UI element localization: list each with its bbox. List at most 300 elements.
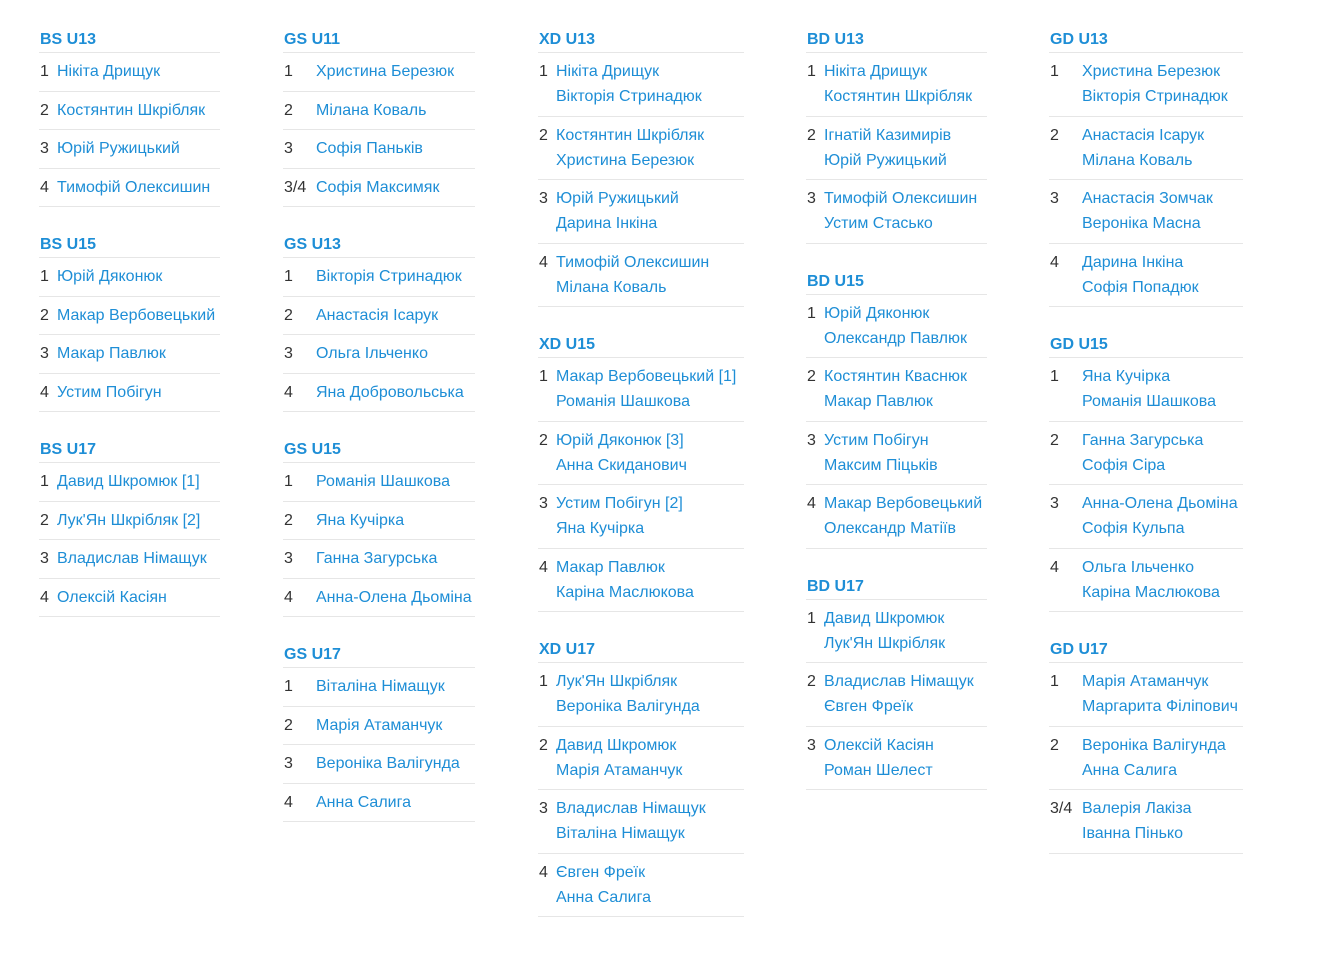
player-link[interactable]: Лук'Ян Шкрібляк [824,634,946,652]
player-link[interactable]: Маргарита Філіпович [1082,698,1238,715]
result-row [283,258,475,297]
result-row [39,169,220,208]
placement-rank: 1 [1050,368,1059,385]
placement-rank: 1 [284,268,293,285]
event-group-xd-u17 [538,638,744,917]
player-link[interactable]: Христина Березюк [556,151,695,169]
player-link[interactable]: Вікторія Стринадюк [556,88,702,105]
event-group-gs-u17 [283,643,475,822]
result-row [39,335,220,374]
result-row [806,422,987,486]
player-link[interactable]: Дарина Інкіна [556,215,658,232]
result-row [806,600,987,664]
result-row [283,297,475,336]
event-group-gd-u13 [1049,28,1243,307]
result-row [39,53,220,92]
result-row [538,727,744,791]
player-link[interactable]: Юрій Ружицький [57,140,180,157]
player-link[interactable]: Владислав Німащук [824,673,974,690]
player-link[interactable]: Романія Шашкова [1082,393,1216,410]
result-row [283,92,475,131]
event-title: GD U17 [1049,638,1243,663]
player-link[interactable]: Лук'Ян Шкрібляк [556,673,678,690]
player-link[interactable]: Юрій Дяконюк [3] [556,431,684,449]
placement-rank: 1 [40,268,49,285]
player-link[interactable]: Юрій Ружицький [824,151,947,169]
player-link[interactable]: Іванна Пінько [1082,825,1183,842]
player-names [1082,796,1192,846]
result-row [806,358,987,422]
placement-rank: 3 [1050,190,1059,207]
results-list [538,358,744,612]
result-row [806,485,987,549]
placement-rank: 3/4 [1050,800,1073,817]
event-group-xd-u13 [538,28,744,307]
player-names [1082,428,1203,478]
player-link[interactable]: Вероніка Валігунда [316,755,460,772]
event-group-bd-u17 [806,575,987,791]
event-title: BS U17 [39,438,220,463]
results-list [538,53,744,307]
player-names [57,585,167,610]
event-group-gs-u13 [283,233,475,412]
player-names [57,508,200,533]
player-names [556,796,706,846]
result-row [538,422,744,486]
player-link[interactable]: Юрій Дяконюк [824,304,930,322]
player-link[interactable]: Ганна Загурська [1082,431,1204,449]
event-title: BS U15 [39,233,220,258]
player-names [824,186,977,236]
results-list [39,258,220,412]
result-row [806,295,987,359]
player-link[interactable]: Віталіна Німащук [316,678,445,695]
player-link[interactable]: Роман Шелест [824,761,933,779]
placement-rank: 3 [807,736,816,754]
placement-rank: 4 [1050,558,1059,576]
placement-rank: 2 [284,716,293,734]
results-list [283,258,475,412]
event-group-bs-u13 [39,28,220,207]
event-title: BD U13 [806,28,987,53]
player-link[interactable]: Устим Побігун [824,431,929,449]
placement-rank: 1 [284,678,293,695]
player-names [824,123,951,173]
player-link[interactable]: Анастасія Ісарук [1082,126,1205,144]
player-link[interactable]: Романія Шашкова [316,473,450,490]
placement-rank: 1 [1050,63,1059,80]
player-link[interactable]: Анна-Олена Дьоміна [1082,495,1238,512]
result-row [283,579,475,618]
player-names [556,428,687,478]
results-list [806,295,987,549]
player-names [556,59,702,109]
player-link[interactable]: Олексій Касіян [57,588,167,606]
placement-rank: 4 [284,588,293,606]
player-link[interactable]: Устим Побігун [57,383,162,401]
player-link[interactable]: Лук'Ян Шкрібляк [2] [57,511,201,529]
player-names [1082,555,1220,605]
results-list [39,53,220,207]
result-row [538,53,744,117]
player-link[interactable]: Ігнатій Казимирів [824,126,952,144]
player-link[interactable]: Юрій Ружицький [556,190,679,207]
results-column [283,28,475,848]
result-row [806,53,987,117]
placement-rank: 3 [40,140,49,157]
player-link[interactable]: Софія Сіра [1082,456,1166,474]
player-names [824,301,967,351]
result-row [39,297,220,336]
player-link[interactable]: Макар Вербовецький [824,495,983,512]
player-link[interactable]: Юрій Дяконюк [57,268,163,285]
player-link[interactable]: Вікторія Стринадюк [316,268,462,285]
player-names [316,674,445,699]
placement-rank: 2 [807,126,816,144]
player-link[interactable]: Марія Атаманчук [1082,673,1209,690]
player-link[interactable]: Нікіта Дрищук [57,63,161,80]
event-title: GD U15 [1049,333,1243,358]
event-title: BS U13 [39,28,220,53]
result-row [538,485,744,549]
player-names [556,669,700,719]
results-list [1049,53,1243,307]
player-link[interactable]: Мілана Коваль [1082,151,1193,169]
placement-rank: 2 [40,306,49,324]
result-row [538,117,744,181]
results-column [806,28,987,816]
placement-rank: 1 [539,673,548,690]
event-title: GS U13 [283,233,475,258]
player-link[interactable]: Марія Атаманчук [316,716,443,734]
placement-rank: 3 [807,431,816,449]
placement-rank: 1 [284,473,293,490]
player-names [57,98,205,123]
event-title: BD U17 [806,575,987,600]
event-title: XD U15 [538,333,744,358]
result-row [538,244,744,308]
player-names [57,136,180,161]
player-names [824,59,972,109]
results-list [39,463,220,617]
result-row [1049,180,1243,244]
player-names [57,175,210,200]
result-row [1049,358,1243,422]
player-names [316,303,438,328]
result-row [283,335,475,374]
player-link[interactable]: Анна Салига [1082,761,1177,779]
player-names [556,555,694,605]
results-list [1049,663,1243,854]
player-link[interactable]: Яна Кучірка [1082,368,1171,385]
results-list [1049,358,1243,612]
player-link[interactable]: Софія Кульпа [1082,520,1185,537]
player-link[interactable]: Валерія Лакіза [1082,800,1192,817]
placement-rank: 2 [1050,431,1059,449]
placement-rank: 3 [1050,495,1059,512]
result-row [1049,244,1243,308]
result-row [283,169,475,208]
placement-rank: 3 [539,495,548,512]
player-link[interactable]: Анна Салига [556,888,651,906]
player-names [316,264,462,289]
placement-rank: 4 [40,178,49,196]
player-link[interactable]: Віталіна Німащук [556,825,685,842]
placement-rank: 3 [807,190,816,207]
result-row [283,707,475,746]
player-names [556,364,736,414]
player-link[interactable]: Давид Шкромюк [556,736,677,754]
event-group-gs-u11 [283,28,475,207]
player-link[interactable]: Тимофій Олексишин [57,178,211,196]
player-link[interactable]: Владислав Німащук [556,800,706,817]
result-row [1049,663,1243,727]
results-list [283,53,475,207]
result-row [39,374,220,413]
result-row [1049,117,1243,181]
player-names [57,264,162,289]
player-names [316,380,464,405]
player-link[interactable]: Максим Піцьків [824,456,938,474]
player-link[interactable]: Христина Березюк [316,63,455,80]
placement-rank: 2 [807,673,816,690]
event-group-xd-u15 [538,333,744,612]
placement-rank: 2 [284,511,293,529]
placement-rank: 3 [284,140,293,157]
result-row [538,358,744,422]
player-link[interactable]: Олександр Павлюк [824,329,967,347]
player-link[interactable]: Нікіта Дрищук [556,63,660,80]
result-row [806,727,987,791]
player-link[interactable]: Євген Фреїк [556,863,646,881]
player-link[interactable]: Мілана Коваль [556,278,667,296]
event-group-bd-u13 [806,28,987,244]
placement-rank: 4 [539,863,548,881]
player-names [57,341,166,366]
result-row [1049,422,1243,486]
player-names [1082,250,1199,300]
result-row [283,784,475,823]
event-group-bs-u17 [39,438,220,617]
player-names [57,469,200,494]
player-link[interactable]: Яна Кучірка [556,520,645,537]
player-link[interactable]: Олександр Матіїв [824,520,956,537]
placement-rank: 4 [539,253,548,271]
player-link[interactable]: Яна Добровольська [316,383,464,401]
placement-rank: 3/4 [284,178,307,196]
placement-rank: 3 [284,755,293,772]
player-names [316,713,442,738]
results-list [806,53,987,244]
result-row [538,854,744,918]
player-link[interactable]: Христина Березюк [1082,63,1221,80]
event-title: GS U17 [283,643,475,668]
player-names [1082,59,1228,109]
player-link[interactable]: Дарина Інкіна [1082,253,1184,271]
placement-rank: 4 [1050,253,1059,271]
player-names [824,364,967,414]
placement-rank: 4 [40,383,49,401]
event-title: XD U13 [538,28,744,53]
placement-rank: 1 [807,304,816,322]
player-link[interactable]: Яна Кучірка [316,511,405,529]
player-names [1082,364,1216,414]
player-link[interactable]: Тимофій Олексишин [824,190,978,207]
placement-rank: 2 [1050,126,1059,144]
result-row [1049,549,1243,613]
result-row [283,668,475,707]
result-row [283,540,475,579]
player-names [316,508,404,533]
result-row [1049,485,1243,549]
player-link[interactable]: Ганна Загурська [316,550,438,567]
event-group-bs-u15 [39,233,220,412]
player-link[interactable]: Макар Павлюк [57,345,166,362]
player-link[interactable]: Давид Шкромюк [1] [57,473,200,490]
player-link[interactable]: Євген Фреїк [824,698,914,715]
result-row [806,180,987,244]
result-row [39,130,220,169]
player-link[interactable]: Макар Павлюк [824,393,933,410]
result-row [39,258,220,297]
player-names [824,669,974,719]
event-title: GS U15 [283,438,475,463]
placement-rank: 4 [40,588,49,606]
player-link[interactable]: Устим Стасько [824,215,933,232]
player-link[interactable]: Анна-Олена Дьоміна [316,588,472,606]
results-list [806,600,987,791]
player-link[interactable]: Мілана Коваль [316,101,427,119]
player-link[interactable]: Макар Вербовецький [57,306,216,324]
player-link[interactable]: Макар Павлюк [556,558,665,576]
player-link[interactable]: Устим Побігун [2] [556,495,683,512]
result-row [538,180,744,244]
result-row [283,463,475,502]
placement-rank: 1 [1050,673,1059,690]
player-names [556,733,682,783]
placement-rank: 3 [284,345,293,362]
placement-rank: 4 [284,793,293,811]
player-link[interactable]: Вероніка Валігунда [1082,736,1226,754]
results-list [283,463,475,617]
player-link[interactable]: Владислав Німащук [57,550,207,567]
player-link[interactable]: Костянтин Кваснюк [824,368,967,385]
result-row [538,663,744,727]
placement-rank: 4 [539,558,548,576]
player-names [57,380,162,405]
player-link[interactable]: Софія Попадюк [1082,278,1199,296]
player-link[interactable]: Марія Атаманчук [556,761,683,779]
player-names [57,59,160,84]
placement-rank: 1 [539,368,548,385]
results-list [283,668,475,822]
player-names [824,428,938,478]
placement-rank: 2 [539,126,548,144]
result-row [1049,53,1243,117]
result-row [283,130,475,169]
event-title: BD U15 [806,270,987,295]
placement-rank: 2 [539,736,548,754]
player-names [1082,491,1238,541]
result-row [806,117,987,181]
placement-rank: 1 [807,609,816,627]
player-names [1082,669,1238,719]
player-names [316,98,426,123]
player-link[interactable]: Каріна Маслюкова [1082,583,1220,601]
player-link[interactable]: Каріна Маслюкова [556,583,694,601]
player-link[interactable]: Софія Максимяк [316,178,440,196]
event-group-gs-u15 [283,438,475,617]
event-group-gd-u15 [1049,333,1243,612]
player-link[interactable]: Вероніка Масна [1082,215,1201,232]
player-names [316,751,460,776]
results-column [39,28,220,643]
placement-rank: 2 [807,368,816,385]
player-link[interactable]: Костянтин Шкрібляк [57,101,206,119]
result-row [538,790,744,854]
result-row [1049,727,1243,791]
player-link[interactable]: Макар Вербовецький [1] [556,368,737,385]
player-link[interactable]: Романія Шашкова [556,393,690,410]
player-link[interactable]: Нікіта Дрищук [824,63,928,80]
player-names [316,341,428,366]
result-row [283,745,475,784]
player-names [316,546,437,571]
placement-rank: 3 [40,345,49,362]
player-link[interactable]: Анастасія Ісарук [316,306,439,324]
placement-rank: 1 [40,63,49,80]
result-row [39,579,220,618]
result-row [283,374,475,413]
player-link[interactable]: Анастасія Зомчак [1082,190,1213,207]
placement-rank: 3 [40,550,49,567]
player-names [57,303,215,328]
result-row [39,463,220,502]
player-link[interactable]: Ольга Ільченко [316,345,428,362]
player-link[interactable]: Анна Скиданович [556,456,687,474]
player-link[interactable]: Тимофій Олексишин [556,253,710,271]
player-link[interactable]: Софія Паньків [316,140,423,157]
player-link[interactable]: Вікторія Стринадюк [1082,88,1228,105]
player-names [556,250,709,300]
result-row [39,92,220,131]
player-link[interactable]: Костянтин Шкрібляк [824,88,973,105]
event-group-bd-u15 [806,270,987,549]
event-title: GS U11 [283,28,475,53]
player-names [57,546,207,571]
results-column [1049,28,1243,880]
placement-rank: 3 [539,190,548,207]
player-link[interactable]: Вероніка Валігунда [556,698,700,715]
player-link[interactable]: Ольга Ільченко [1082,558,1194,576]
player-link[interactable]: Олексій Касіян [824,736,934,754]
event-group-gd-u17 [1049,638,1243,854]
player-link[interactable]: Костянтин Шкрібляк [556,126,705,144]
player-names [556,860,651,910]
result-row [39,540,220,579]
player-names [824,733,934,783]
player-link[interactable]: Анна Салига [316,793,411,811]
player-names [316,136,423,161]
placement-rank: 2 [284,306,293,324]
player-names [556,123,704,173]
result-row [1049,790,1243,854]
player-names [316,585,472,610]
player-link[interactable]: Давид Шкромюк [824,609,945,627]
placement-rank: 2 [1050,736,1059,754]
player-names [316,59,454,84]
results-list [538,663,744,917]
